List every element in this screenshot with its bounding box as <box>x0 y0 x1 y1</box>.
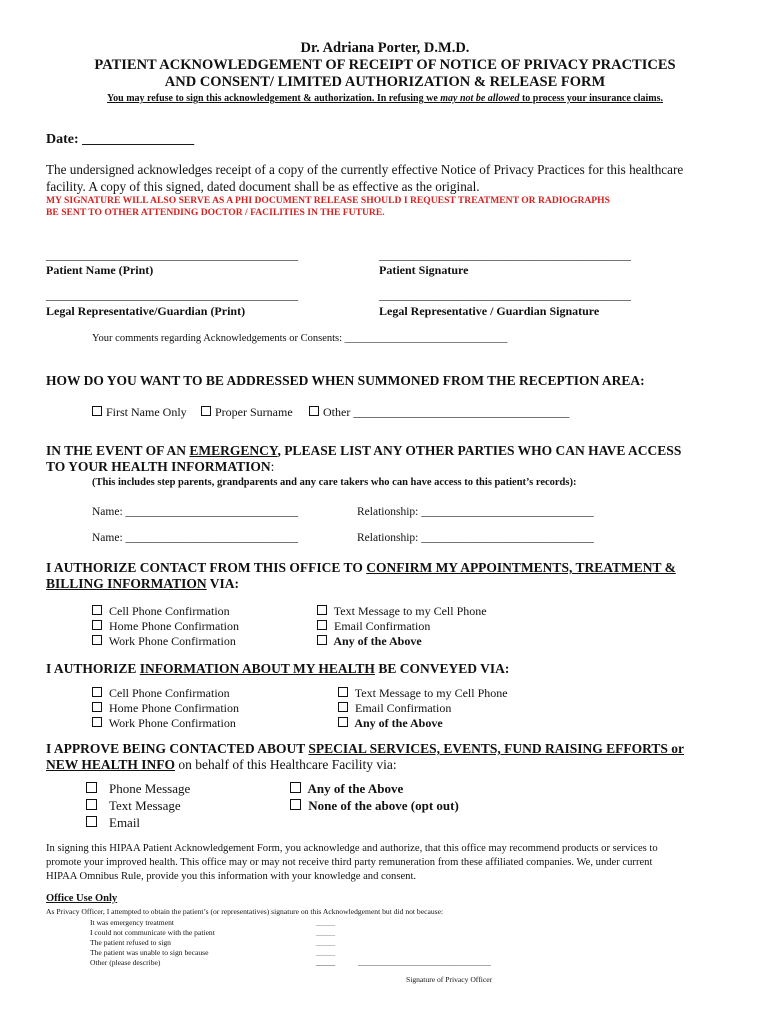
phi-release-warning-line2: BE SENT TO OTHER ATTENDING DOCTOR / FACILITIES IN THE FUTURE. <box>46 207 385 218</box>
emergency-heading-line2: TO YOUR HEALTH INFORMATION: <box>46 459 275 474</box>
hipaa-text-line3: HIPAA Omnibus Rule, provide you this information with your knowledge and consent. <box>46 871 417 882</box>
checkbox-icon[interactable] <box>92 605 102 615</box>
intro-text-line2: facility. A copy of this signed, dated document shall be as effective as the original. <box>46 179 480 194</box>
contact-option[interactable]: Cell Phone Confirmation <box>92 604 230 619</box>
contact-heading-line1: I AUTHORIZE CONTACT FROM THIS OFFICE TO CONFIRM MY APPOINTMENTS, TREATMENT & <box>46 560 676 575</box>
other-describe-line[interactable]: ___________________________________ <box>358 958 491 967</box>
checkbox-icon[interactable] <box>290 799 301 810</box>
office-reason: The patient was unable to sign because <box>90 948 209 957</box>
special-option[interactable]: Text Message <box>86 798 181 814</box>
contact-option[interactable]: Any of the Above <box>317 634 422 649</box>
contact-option[interactable]: Home Phone Confirmation <box>92 619 239 634</box>
addressed-heading: HOW DO YOU WANT TO BE ADDRESSED WHEN SUMMONED FROM THE RECEPTION AREA: <box>46 373 645 388</box>
checkbox-icon[interactable] <box>92 406 102 416</box>
option-other[interactable]: Other ____________________________________ <box>309 405 569 420</box>
office-reason-blank[interactable]: _____ <box>316 958 335 967</box>
office-use-heading: Office Use Only <box>46 893 118 904</box>
checkbox-icon[interactable] <box>201 406 211 416</box>
office-reason: It was emergency treatment <box>90 918 174 927</box>
form-title-line2: AND CONSENT/ LIMITED AUTHORIZATION & RELEASE FORM <box>164 74 606 90</box>
emergency-heading-line1: IN THE EVENT OF AN EMERGENCY, PLEASE LIST ANY OTHER PARTIES WHO CAN HAVE ACCESS <box>46 443 682 458</box>
guardian-signature-label: Legal Representative / Guardian Signature <box>379 304 600 318</box>
special-services-heading-line2: NEW HEALTH INFO on behalf of this Healthcare Facility via: <box>46 757 397 772</box>
checkbox-icon[interactable] <box>338 687 348 697</box>
office-reason-blank[interactable]: _____ <box>316 938 335 947</box>
phi-release-warning-line1: MY SIGNATURE WILL ALSO SERVE AS A PHI DOCUMENT RELEASE SHOULD I REQUEST TREATMENT OR RADIOGRAPHS <box>46 195 610 206</box>
option-first-name[interactable]: First Name Only <box>92 405 187 420</box>
health-info-heading: I AUTHORIZE INFORMATION ABOUT MY HEALTH BE CONVEYED VIA: <box>46 661 510 676</box>
office-reason: I could not communicate with the patient <box>90 928 215 937</box>
checkbox-icon[interactable] <box>86 816 97 827</box>
guardian-print-line[interactable]: __________________________________________ <box>46 288 298 302</box>
checkbox-icon[interactable] <box>92 717 102 727</box>
patient-name-line[interactable]: __________________________________________ <box>46 248 298 262</box>
contact-option[interactable]: Work Phone Confirmation <box>92 634 236 649</box>
checkbox-icon[interactable] <box>317 635 327 645</box>
office-reason: The patient refused to sign <box>90 938 171 947</box>
office-use-intro: As Privacy Officer, I attempted to obtain the patient’s (or representatives) signature on this Acknowledgement but did not because: <box>46 907 444 916</box>
checkbox-icon[interactable] <box>92 702 102 712</box>
checkbox-icon[interactable] <box>92 635 102 645</box>
health-option[interactable]: Any of the Above <box>338 716 443 731</box>
special-option[interactable]: Any of the Above <box>290 781 403 797</box>
form-title-line1: PATIENT ACKNOWLEDGEMENT OF RECEIPT OF NOTICE OF PRIVACY PRACTICES <box>94 57 676 73</box>
emergency-relationship-2[interactable]: Relationship: ______________________________ <box>357 532 594 544</box>
hipaa-text-line2: promote your improved health. This office may or may not receive third party remuneration from these affiliated companies. We, under current <box>46 857 653 868</box>
checkbox-icon[interactable] <box>290 782 301 793</box>
checkbox-icon[interactable] <box>86 782 97 793</box>
checkbox-icon[interactable] <box>309 406 319 416</box>
emergency-relationship-1[interactable]: Relationship: ______________________________ <box>357 506 594 518</box>
contact-heading-line2: BILLING INFORMATION VIA: <box>46 576 240 591</box>
refusal-notice: You may refuse to sign this acknowledgement & authorization. In refusing we may not be allowed to process your insurance claims. <box>107 93 663 104</box>
checkbox-icon[interactable] <box>86 799 97 810</box>
doctor-name: Dr. Adriana Porter, D.M.D. <box>300 40 470 56</box>
health-option[interactable]: Cell Phone Confirmation <box>92 686 230 701</box>
special-option[interactable]: Email <box>86 815 140 831</box>
health-option[interactable]: Text Message to my Cell Phone <box>338 686 508 701</box>
privacy-officer-signature-label: Signature of Privacy Officer <box>406 975 493 984</box>
contact-option[interactable]: Text Message to my Cell Phone <box>317 604 487 619</box>
office-reason-blank[interactable]: _____ <box>316 928 335 937</box>
guardian-print-label: Legal Representative/Guardian (Print) <box>46 304 246 318</box>
emergency-name-1[interactable]: Name: ______________________________ <box>92 506 299 518</box>
checkbox-icon[interactable] <box>92 620 102 630</box>
date-field[interactable]: Date: ________________ <box>46 132 195 147</box>
patient-signature-line[interactable]: __________________________________________ <box>379 248 631 262</box>
patient-name-label: Patient Name (Print) <box>46 263 154 277</box>
intro-text-line1: The undersigned acknowledges receipt of a copy of the currently effective Notice of Privacy Practices for this healthcare <box>46 162 684 177</box>
checkbox-icon[interactable] <box>338 702 348 712</box>
option-proper-surname[interactable]: Proper Surname <box>201 405 293 420</box>
hipaa-text-line1: In signing this HIPAA Patient Acknowledgement Form, you acknowledge and authorize, that this office may recommend products or services to <box>46 843 658 854</box>
comments-field[interactable]: Your comments regarding Acknowledgements or Consents: _______________________________ <box>92 333 508 344</box>
patient-signature-label: Patient Signature <box>379 263 469 277</box>
office-reason: Other (please describe) <box>90 958 161 967</box>
health-option[interactable]: Home Phone Confirmation <box>92 701 239 716</box>
checkbox-icon[interactable] <box>92 687 102 697</box>
special-option[interactable]: Phone Message <box>86 781 190 797</box>
office-reason-blank[interactable]: _____ <box>316 918 335 927</box>
health-option[interactable]: Email Confirmation <box>338 701 451 716</box>
contact-option[interactable]: Email Confirmation <box>317 619 430 634</box>
special-option[interactable]: None of the above (opt out) <box>290 798 459 814</box>
special-services-heading-line1: I APPROVE BEING CONTACTED ABOUT SPECIAL SERVICES, EVENTS, FUND RAISING EFFORTS or <box>46 741 685 756</box>
checkbox-icon[interactable] <box>338 717 348 727</box>
guardian-signature-line[interactable]: __________________________________________ <box>379 288 631 302</box>
checkbox-icon[interactable] <box>317 620 327 630</box>
health-option[interactable]: Work Phone Confirmation <box>92 716 236 731</box>
office-reason-blank[interactable]: _____ <box>316 948 335 957</box>
emergency-name-2[interactable]: Name: ______________________________ <box>92 532 299 544</box>
checkbox-icon[interactable] <box>317 605 327 615</box>
emergency-note: (This includes step parents, grandparents and any care takers who can have access to this patient’s records): <box>92 477 577 488</box>
